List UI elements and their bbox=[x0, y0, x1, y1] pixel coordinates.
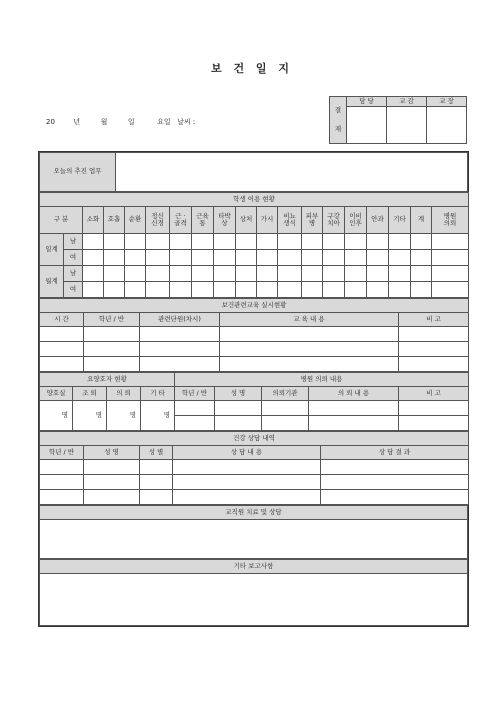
usage-cell[interactable] bbox=[170, 282, 192, 298]
document-title: 보 건 일 지 bbox=[211, 62, 293, 75]
usage-col-header: 소화 bbox=[83, 207, 104, 234]
usage-cell[interactable] bbox=[302, 266, 323, 282]
usage-cell[interactable] bbox=[170, 266, 192, 282]
date-year: 20 bbox=[46, 118, 55, 126]
approval-sign-principal[interactable] bbox=[427, 107, 467, 144]
usage-cell[interactable] bbox=[214, 250, 236, 266]
care-col-other: 기 타 bbox=[141, 387, 175, 401]
usage-cell[interactable] bbox=[302, 234, 323, 250]
usage-cell[interactable] bbox=[192, 234, 214, 250]
today-section bbox=[39, 152, 468, 192]
table-row bbox=[40, 327, 469, 342]
approval-side-label bbox=[330, 97, 347, 144]
usage-cell[interactable] bbox=[367, 266, 389, 282]
care-count-referral[interactable]: 명 bbox=[107, 401, 141, 431]
usage-cell[interactable] bbox=[257, 266, 278, 282]
health-log-form bbox=[38, 151, 469, 627]
approval-col-principal: 교 장 bbox=[427, 97, 467, 107]
table-row bbox=[40, 342, 469, 357]
consult-col-content: 상 담 내 용 bbox=[173, 446, 321, 460]
date-line bbox=[46, 117, 195, 127]
usage-col-header: 순환 bbox=[125, 207, 146, 234]
consult-col-gender: 성 별 bbox=[140, 446, 173, 460]
care-count-room[interactable]: 명 bbox=[40, 401, 73, 431]
usage-cell[interactable] bbox=[214, 266, 236, 282]
usage-col-header: 타박 상 bbox=[214, 207, 236, 234]
usage-cell[interactable] bbox=[104, 234, 125, 250]
usage-cell[interactable] bbox=[83, 234, 104, 250]
usage-cell[interactable] bbox=[432, 234, 469, 250]
usage-cell[interactable] bbox=[192, 250, 214, 266]
table-row bbox=[40, 282, 469, 298]
usage-cell[interactable] bbox=[432, 266, 469, 282]
usage-col-header: 기타 bbox=[389, 207, 411, 234]
usage-cell[interactable] bbox=[257, 250, 278, 266]
usage-cell[interactable] bbox=[257, 282, 278, 298]
usage-group-monthly: 월계 bbox=[40, 266, 64, 298]
usage-cell[interactable] bbox=[192, 282, 214, 298]
usage-col-header: 정신 신경 bbox=[146, 207, 170, 234]
usage-cell[interactable] bbox=[278, 282, 302, 298]
consult-section bbox=[39, 431, 469, 505]
edu-col-note: 비 고 bbox=[399, 313, 469, 327]
date-weekday-label: 요일 bbox=[157, 118, 171, 126]
usage-col-header: 안과 bbox=[367, 207, 389, 234]
hospital-title: 병원 의뢰 내용 bbox=[175, 373, 469, 387]
usage-col-header: 상처 bbox=[236, 207, 257, 234]
usage-cell[interactable] bbox=[411, 266, 432, 282]
usage-cell[interactable] bbox=[125, 266, 146, 282]
date-month-label: 월 bbox=[100, 118, 108, 126]
usage-cell[interactable] bbox=[345, 234, 367, 250]
usage-col-header: 구강 치아 bbox=[323, 207, 345, 234]
care-title: 요양호자 현황 bbox=[40, 373, 175, 387]
other-title: 기타 보고사항 bbox=[40, 560, 468, 574]
usage-col-header: 가시 bbox=[257, 207, 278, 234]
usage-cell[interactable] bbox=[104, 266, 125, 282]
approval-side-top: 결 bbox=[334, 105, 342, 114]
table-row bbox=[40, 234, 469, 250]
usage-section bbox=[39, 192, 469, 298]
usage-cell[interactable] bbox=[302, 282, 323, 298]
hospital-col-class: 학년 / 반 bbox=[175, 387, 215, 401]
usage-cell[interactable] bbox=[146, 250, 170, 266]
usage-cell[interactable] bbox=[236, 266, 257, 282]
usage-col-header: 피부 병 bbox=[302, 207, 323, 234]
usage-cell[interactable] bbox=[389, 250, 411, 266]
table-row bbox=[40, 460, 469, 475]
usage-cell[interactable] bbox=[104, 250, 125, 266]
table-row bbox=[40, 357, 469, 372]
care-col-room: 양호실 bbox=[40, 387, 73, 401]
usage-cell[interactable] bbox=[278, 250, 302, 266]
usage-cell[interactable] bbox=[345, 266, 367, 282]
approval-box bbox=[329, 96, 467, 144]
usage-cell[interactable] bbox=[432, 250, 469, 266]
usage-cell[interactable] bbox=[345, 282, 367, 298]
usage-cell[interactable] bbox=[192, 266, 214, 282]
edu-title: 보건관련교육 실시현황 bbox=[40, 299, 469, 313]
usage-gubun: 구 분 bbox=[40, 207, 83, 234]
usage-group-daily: 일계 bbox=[40, 234, 64, 266]
usage-cell[interactable] bbox=[236, 234, 257, 250]
consult-title: 건강 상담 내역 bbox=[40, 432, 469, 446]
usage-col-header: 근 · 골격 bbox=[170, 207, 192, 234]
approval-side-bottom: 재 bbox=[334, 125, 342, 133]
approval-col-vice: 교 감 bbox=[387, 97, 427, 107]
usage-col-header: 비뇨 생식 bbox=[278, 207, 302, 234]
approval-sign-vice[interactable] bbox=[387, 107, 427, 144]
usage-cell[interactable] bbox=[389, 266, 411, 282]
consult-col-result: 상 담 결 과 bbox=[321, 446, 469, 460]
hospital-col-content: 의 뢰 내 용 bbox=[309, 387, 399, 401]
usage-cell[interactable] bbox=[323, 266, 345, 282]
other-field[interactable] bbox=[40, 574, 468, 626]
usage-sub: 남 bbox=[64, 266, 83, 282]
usage-cell[interactable] bbox=[432, 282, 469, 298]
usage-cell[interactable] bbox=[125, 250, 146, 266]
usage-cell[interactable] bbox=[146, 282, 170, 298]
usage-cell[interactable] bbox=[83, 250, 104, 266]
usage-cell[interactable] bbox=[411, 234, 432, 250]
usage-cell[interactable] bbox=[104, 282, 125, 298]
usage-cell[interactable] bbox=[146, 234, 170, 250]
usage-cell[interactable] bbox=[214, 282, 236, 298]
usage-cell[interactable] bbox=[411, 250, 432, 266]
usage-cell[interactable] bbox=[389, 234, 411, 250]
today-field[interactable] bbox=[116, 153, 468, 192]
usage-cell[interactable] bbox=[367, 282, 389, 298]
hospital-col-name: 성 명 bbox=[215, 387, 262, 401]
today-label: 오늘의 추진 업무 bbox=[40, 153, 116, 192]
usage-cell[interactable] bbox=[278, 266, 302, 282]
usage-cell[interactable] bbox=[411, 282, 432, 298]
usage-cell[interactable] bbox=[146, 266, 170, 282]
hospital-col-note: 비 고 bbox=[399, 387, 469, 401]
usage-cell[interactable] bbox=[302, 250, 323, 266]
table-row bbox=[40, 475, 469, 490]
edu-col-unit: 관련단원(차시) bbox=[140, 313, 220, 327]
usage-col-header: 병원 의뢰 bbox=[432, 207, 469, 234]
usage-cell[interactable] bbox=[323, 234, 345, 250]
usage-cell[interactable] bbox=[236, 282, 257, 298]
table-row bbox=[40, 250, 469, 266]
other-section bbox=[39, 559, 468, 626]
usage-cell[interactable] bbox=[257, 234, 278, 250]
usage-col-header: 이비 인후 bbox=[345, 207, 367, 234]
usage-title: 학생 이용 현황 bbox=[40, 193, 469, 207]
usage-cell[interactable] bbox=[170, 250, 192, 266]
care-count-other[interactable]: 명 bbox=[141, 401, 175, 431]
usage-cell[interactable] bbox=[170, 234, 192, 250]
table-row bbox=[40, 490, 469, 505]
consult-col-name: 성 명 bbox=[84, 446, 140, 460]
usage-sub: 여 bbox=[64, 282, 83, 298]
usage-cell[interactable] bbox=[278, 234, 302, 250]
usage-cell[interactable] bbox=[323, 250, 345, 266]
usage-cell[interactable] bbox=[345, 250, 367, 266]
staff-section bbox=[39, 505, 468, 559]
table-row bbox=[40, 266, 469, 282]
care-col-referral: 의 뢰 bbox=[107, 387, 141, 401]
staff-title: 교직원 치료 및 상담 bbox=[40, 506, 468, 520]
approval-col-staff: 담 당 bbox=[347, 97, 387, 107]
consult-col-class: 학년 / 반 bbox=[40, 446, 84, 460]
date-year-label: 년 bbox=[73, 118, 81, 126]
edu-section bbox=[39, 298, 469, 372]
usage-cell[interactable] bbox=[236, 250, 257, 266]
date-day-label: 일 bbox=[127, 118, 135, 126]
usage-cell[interactable] bbox=[323, 282, 345, 298]
approval-sign-staff[interactable] bbox=[347, 107, 387, 144]
usage-cell[interactable] bbox=[389, 282, 411, 298]
edu-col-time: 시 간 bbox=[40, 313, 84, 327]
usage-col-header: 호흡 bbox=[104, 207, 125, 234]
usage-cell[interactable] bbox=[125, 234, 146, 250]
date-weather-label: 날씨 : bbox=[177, 118, 196, 126]
usage-cell[interactable] bbox=[367, 250, 389, 266]
usage-sub: 남 bbox=[64, 234, 83, 250]
usage-cell[interactable] bbox=[83, 266, 104, 282]
usage-cell[interactable] bbox=[214, 234, 236, 250]
usage-sub: 여 bbox=[64, 250, 83, 266]
usage-col-header: 근육 통 bbox=[192, 207, 214, 234]
care-hospital-section bbox=[39, 372, 469, 431]
usage-cell[interactable] bbox=[125, 282, 146, 298]
usage-col-header: 계 bbox=[411, 207, 432, 234]
usage-cell[interactable] bbox=[83, 282, 104, 298]
usage-cell[interactable] bbox=[367, 234, 389, 250]
edu-col-content: 교 육 내 용 bbox=[220, 313, 399, 327]
care-count-early[interactable]: 명 bbox=[73, 401, 107, 431]
care-col-early: 조 퇴 bbox=[73, 387, 107, 401]
hospital-col-institution: 의뢰기관 bbox=[262, 387, 309, 401]
edu-col-class: 학년 / 반 bbox=[84, 313, 140, 327]
staff-field[interactable] bbox=[40, 520, 468, 559]
